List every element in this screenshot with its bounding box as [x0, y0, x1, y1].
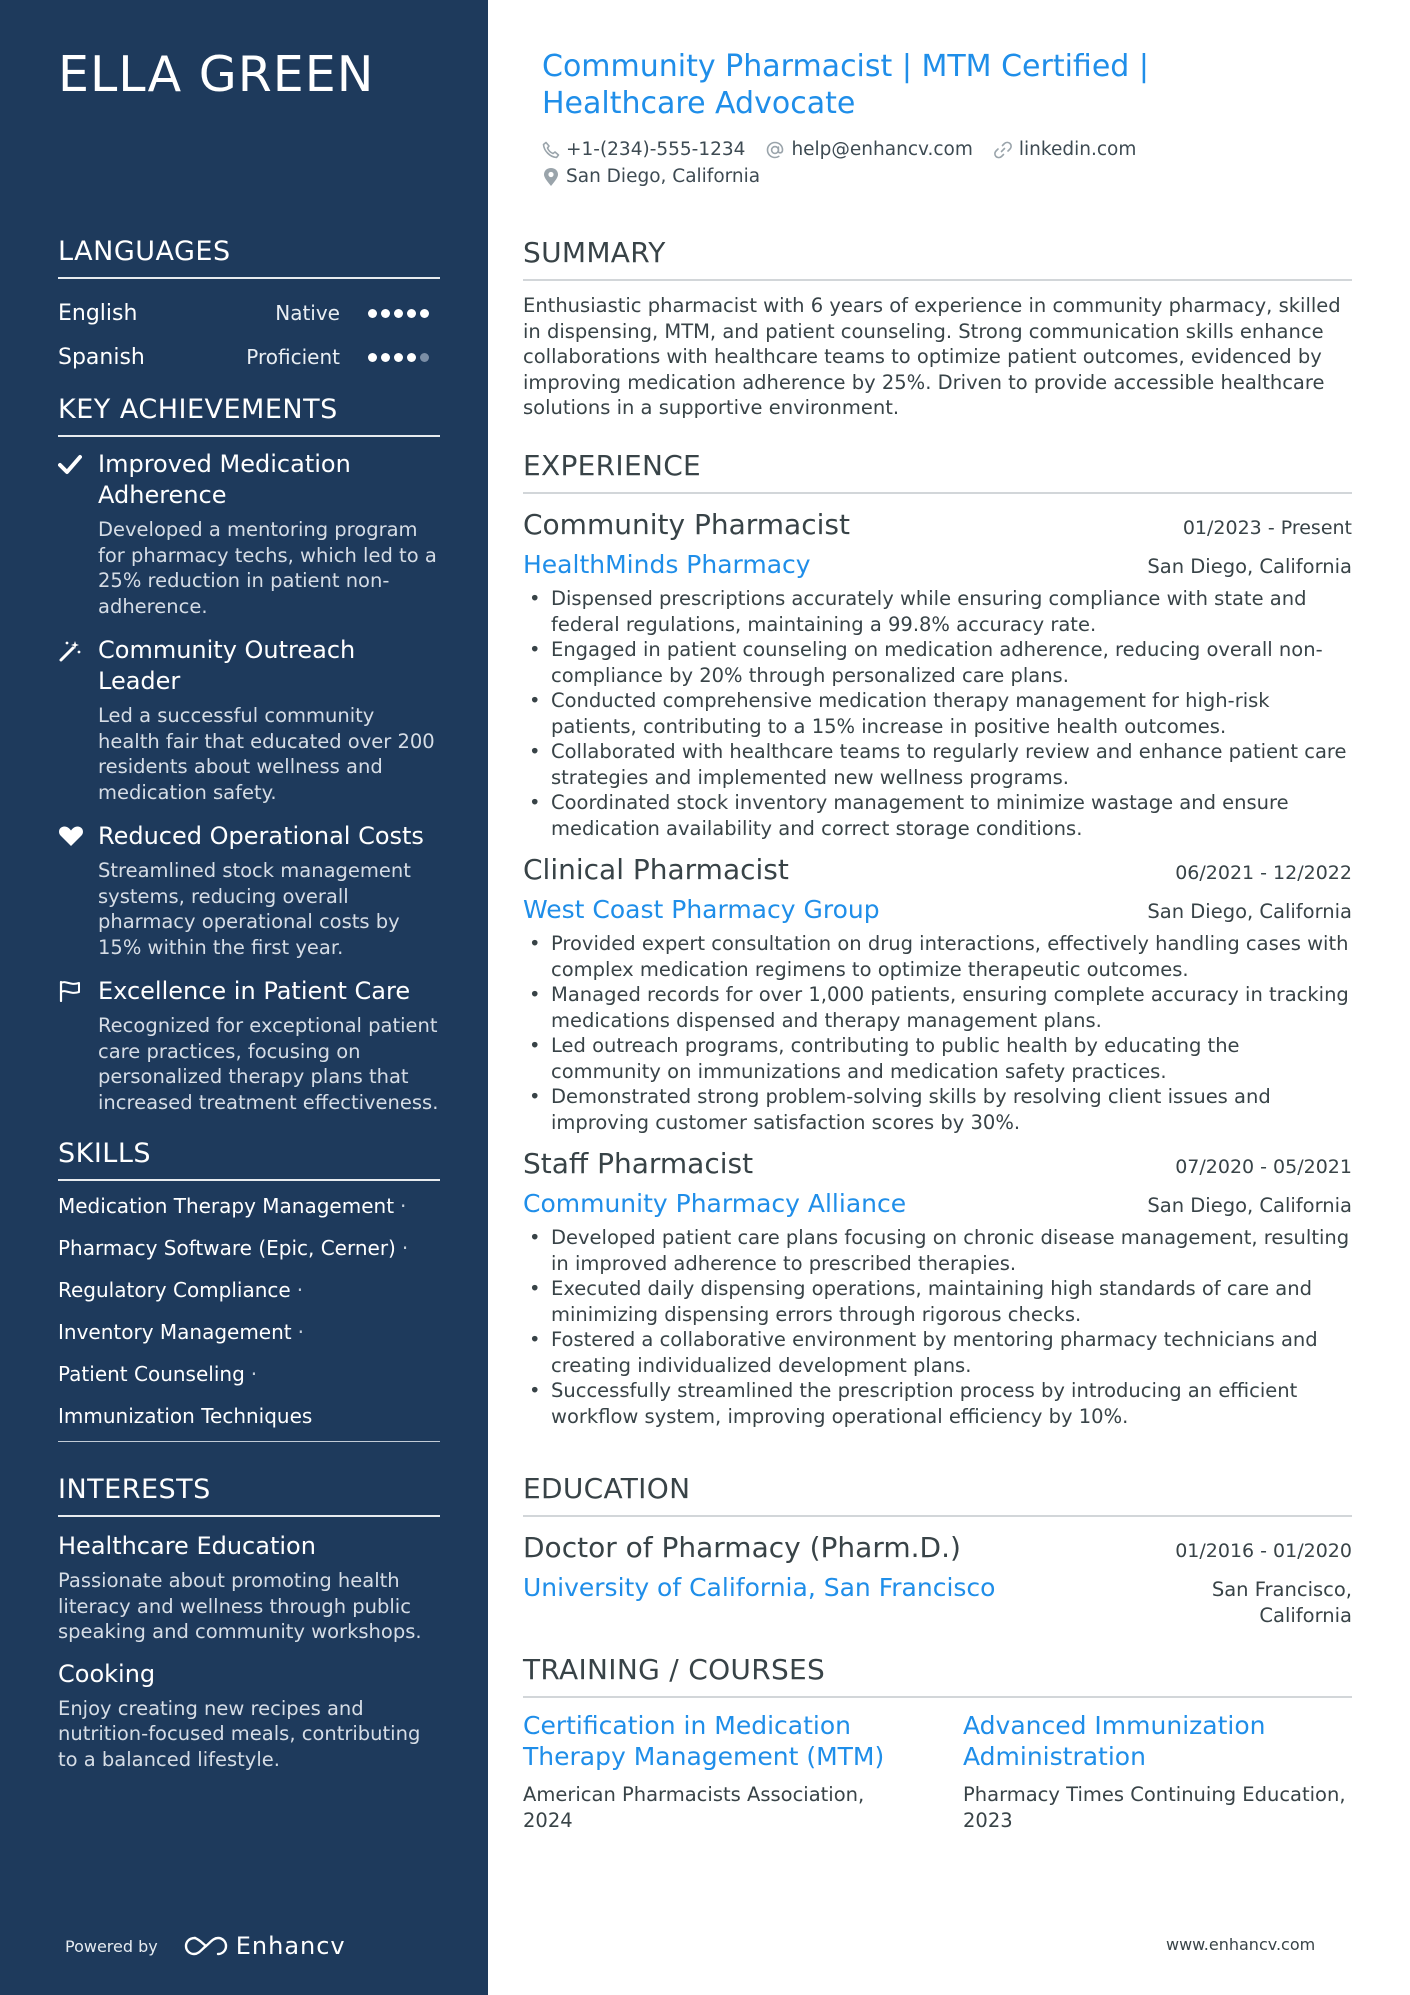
bullet-item: • Led outreach programs, contributing to public health by educating the community on immunizations and medication safety practices. — [523, 1033, 1352, 1084]
interests-heading: INTERESTS — [58, 1474, 440, 1517]
bullet-item: • Coordinated stock inventory management to minimize wastage and ensure medication availability and correct storage conditions. — [523, 790, 1352, 841]
proficiency-dot-filled — [381, 353, 390, 362]
training-section — [523, 1653, 1352, 1833]
skills-section — [58, 1138, 440, 1442]
headline: Community Pharmacist | MTM Certified | Healthcare Advocate — [542, 49, 1149, 121]
bullet-item: • Collaborated with healthcare teams to regularly review and enhance patient care strategies and implemented new wellness programs. — [523, 739, 1352, 790]
job-company: West Coast Pharmacy Group — [523, 895, 880, 924]
bullet-item: • Conducted comprehensive medication therapy management for high-risk patients, contributing to a 15% increase in positive health outcomes. — [523, 688, 1352, 739]
language-level: Native — [275, 301, 340, 325]
course-item — [523, 1710, 911, 1833]
summary-text: Enthusiastic pharmacist with 6 years of experience in community pharmacy, skilled in dispensing, MTM, and patient counseling. Strong communication skills enhance collaborations with healthcare teams to optimize patient outcomes, evidenced by improving medication adherence by 25%. Driven to provide accessible healthcare solutions in a supportive environment. — [523, 294, 1341, 419]
bullet-item: • Dispensed prescriptions accurately while ensuring compliance with state and federal regulations, maintaining a 99.8% accuracy rate. — [523, 586, 1352, 637]
school-name: University of California, San Francisco — [523, 1573, 996, 1602]
bullet-item: • Executed daily dispensing operations, maintaining high standards of care and minimizing dispensing errors through rigorous checks. — [523, 1276, 1352, 1327]
course-title: Certification in Medication Therapy Management (MTM) — [523, 1711, 885, 1771]
skill-item: Medication Therapy Management · — [58, 1194, 407, 1218]
achievement-description: Streamlined stock management systems, reducing overall pharmacy operational costs by 15% within the first year. — [98, 859, 411, 959]
link-icon — [993, 140, 1013, 160]
enhancv-logo[interactable] — [184, 1932, 346, 1960]
language-name: English — [58, 300, 138, 326]
achievement-item — [58, 976, 440, 1115]
contact-email[interactable]: help@enhancv.com — [765, 139, 972, 160]
bullet-item: • Demonstrated strong problem-solving skills by resolving client issues and improving customer satisfaction scores by 30%. — [523, 1084, 1352, 1135]
interest-description: Passionate about promoting health literacy and wellness through public speaking and community workshops. — [58, 1569, 422, 1643]
languages-heading: LANGUAGES — [58, 236, 440, 279]
education-heading: EDUCATION — [523, 1472, 1352, 1517]
bullet-item: • Managed records for over 1,000 patients, ensuring complete accuracy in tracking medications dispensed and therapy management plans. — [523, 982, 1352, 1033]
bullet-item: • Provided expert consultation on drug interactions, effectively handling cases with complex medication regimens to optimize therapeutic outcomes. — [523, 931, 1352, 982]
site-url[interactable]: www.enhancv.com — [1166, 1935, 1316, 1954]
achievement-description: Recognized for exceptional patient care practices, focusing on personalized therapy plans that increased treatment effectiveness. — [98, 1014, 439, 1114]
skill-item: Regulatory Compliance · — [58, 1278, 304, 1302]
skills-heading: SKILLS — [58, 1138, 440, 1181]
summary-section — [523, 236, 1352, 421]
job-bullets — [523, 586, 1352, 841]
proficiency-dot-filled — [368, 353, 377, 362]
achievement-item — [58, 821, 440, 960]
job-title: Community Pharmacist — [523, 508, 850, 541]
flag-icon — [58, 976, 98, 1115]
language-level: Proficient — [246, 345, 340, 369]
job-entry — [523, 1145, 1352, 1429]
enhancv-logo-icon — [184, 1935, 228, 1957]
proficiency-dot-filled — [368, 309, 377, 318]
degree-title: Doctor of Pharmacy (Pharm.D.) — [523, 1531, 961, 1564]
achievement-title: Improved Medication Adherence — [98, 450, 351, 509]
proficiency-dot-filled — [420, 309, 429, 318]
course-provider: Pharmacy Times Continuing Education, 2023 — [963, 1783, 1346, 1832]
candidate-name: ELLA GREEN — [58, 46, 375, 103]
contact-linkedin[interactable]: linkedin.com — [993, 139, 1136, 160]
job-dates: 06/2021 - 12/2022 — [1175, 862, 1352, 884]
contact-location: San Diego, California — [542, 166, 760, 187]
sidebar — [0, 0, 488, 1995]
magic-wand-icon — [58, 635, 98, 805]
bullet-item: • Engaged in patient counseling on medication adherence, reducing overall non-compliance by 20% through personalized care plans. — [523, 637, 1352, 688]
course-provider: American Pharmacists Association, 2024 — [523, 1783, 865, 1832]
achievement-item — [58, 449, 440, 619]
experience-heading: EXPERIENCE — [523, 449, 1352, 494]
interest-description: Enjoy creating new recipes and nutrition-focused meals, contributing to a balanced lifestyle. — [58, 1696, 421, 1771]
school-location: San Francisco, California — [1211, 1578, 1352, 1627]
interest-title: Cooking — [58, 1659, 156, 1688]
proficiency-dot-empty — [420, 353, 429, 362]
achievements-heading: KEY ACHIEVEMENTS — [58, 394, 440, 437]
bullet-item: • Fostered a collaborative environment by mentoring pharmacy technicians and creating individualized development plans. — [523, 1327, 1352, 1378]
at-icon — [765, 140, 785, 160]
skill-item: Immunization Techniques — [58, 1404, 313, 1428]
phone-icon — [542, 141, 560, 159]
achievement-description: Developed a mentoring program for pharmacy techs, which led to a 25% reduction in patient non-adherence. — [98, 518, 437, 618]
course-item — [963, 1710, 1351, 1833]
achievement-title: Reduced Operational Costs — [98, 822, 424, 850]
course-title: Advanced Immunization Administration — [963, 1711, 1266, 1771]
achievement-title: Excellence in Patient Care — [98, 977, 411, 1005]
proficiency-dot-filled — [394, 309, 403, 318]
proficiency-dot-filled — [407, 353, 416, 362]
job-location: San Diego, California — [1147, 900, 1352, 923]
job-entry — [523, 851, 1352, 1135]
contact-phone[interactable]: +1-(234)-555-1234 — [542, 139, 745, 160]
education-dates: 01/2016 - 01/2020 — [1175, 1540, 1352, 1562]
job-location: San Diego, California — [1147, 1194, 1352, 1217]
checkmark-icon — [58, 449, 98, 619]
bullet-item: • Developed patient care plans focusing on chronic disease management, resulting in improved adherence to prescribed therapies. — [523, 1225, 1352, 1276]
skill-item: Patient Counseling · — [58, 1362, 258, 1386]
interest-title: Healthcare Education — [58, 1532, 316, 1560]
job-company: HealthMinds Pharmacy — [523, 550, 811, 579]
job-dates: 07/2020 - 05/2021 — [1175, 1156, 1352, 1178]
bullet-item: • Successfully streamlined the prescription process by introducing an efficient workflow system, improving operational efficiency by 10%. — [523, 1378, 1352, 1429]
job-location: San Diego, California — [1147, 555, 1352, 578]
proficiency-dots — [368, 309, 440, 318]
training-heading: TRAINING / COURSES — [523, 1653, 1352, 1698]
job-entry — [523, 506, 1352, 841]
contact-info — [542, 136, 1156, 190]
job-title: Clinical Pharmacist — [523, 853, 789, 886]
achievement-item — [58, 635, 440, 805]
languages-section — [58, 236, 440, 379]
achievements-section — [58, 394, 440, 1131]
skill-item: Pharmacy Software (Epic, Cerner) · — [58, 1236, 409, 1260]
job-title: Staff Pharmacist — [523, 1147, 754, 1180]
powered-by — [65, 1932, 346, 1960]
enhancv-logo-text: Enhancv — [235, 1932, 346, 1960]
skills-list — [58, 1193, 440, 1442]
job-dates: 01/2023 - Present — [1182, 517, 1352, 539]
job-company: Community Pharmacy Alliance — [523, 1189, 907, 1218]
interests-section — [58, 1474, 440, 1772]
education-section — [523, 1472, 1352, 1629]
proficiency-dots — [368, 353, 440, 362]
proficiency-dot-filled — [407, 309, 416, 318]
language-item — [58, 291, 440, 335]
skill-item: Inventory Management · — [58, 1320, 304, 1344]
experience-section — [523, 449, 1352, 1439]
language-name: Spanish — [58, 344, 145, 370]
job-bullets — [523, 931, 1352, 1135]
summary-heading: SUMMARY — [523, 236, 1352, 281]
proficiency-dot-filled — [381, 309, 390, 318]
achievement-description: Led a successful community health fair that educated over 200 residents about wellness and medication safety. — [98, 704, 435, 804]
proficiency-dot-filled — [394, 353, 403, 362]
heart-icon — [58, 821, 98, 960]
location-pin-icon — [542, 167, 560, 187]
language-item — [58, 335, 440, 379]
achievement-title: Community Outreach Leader — [98, 636, 356, 695]
powered-by-label: Powered by — [65, 1936, 158, 1956]
job-bullets — [523, 1225, 1352, 1429]
